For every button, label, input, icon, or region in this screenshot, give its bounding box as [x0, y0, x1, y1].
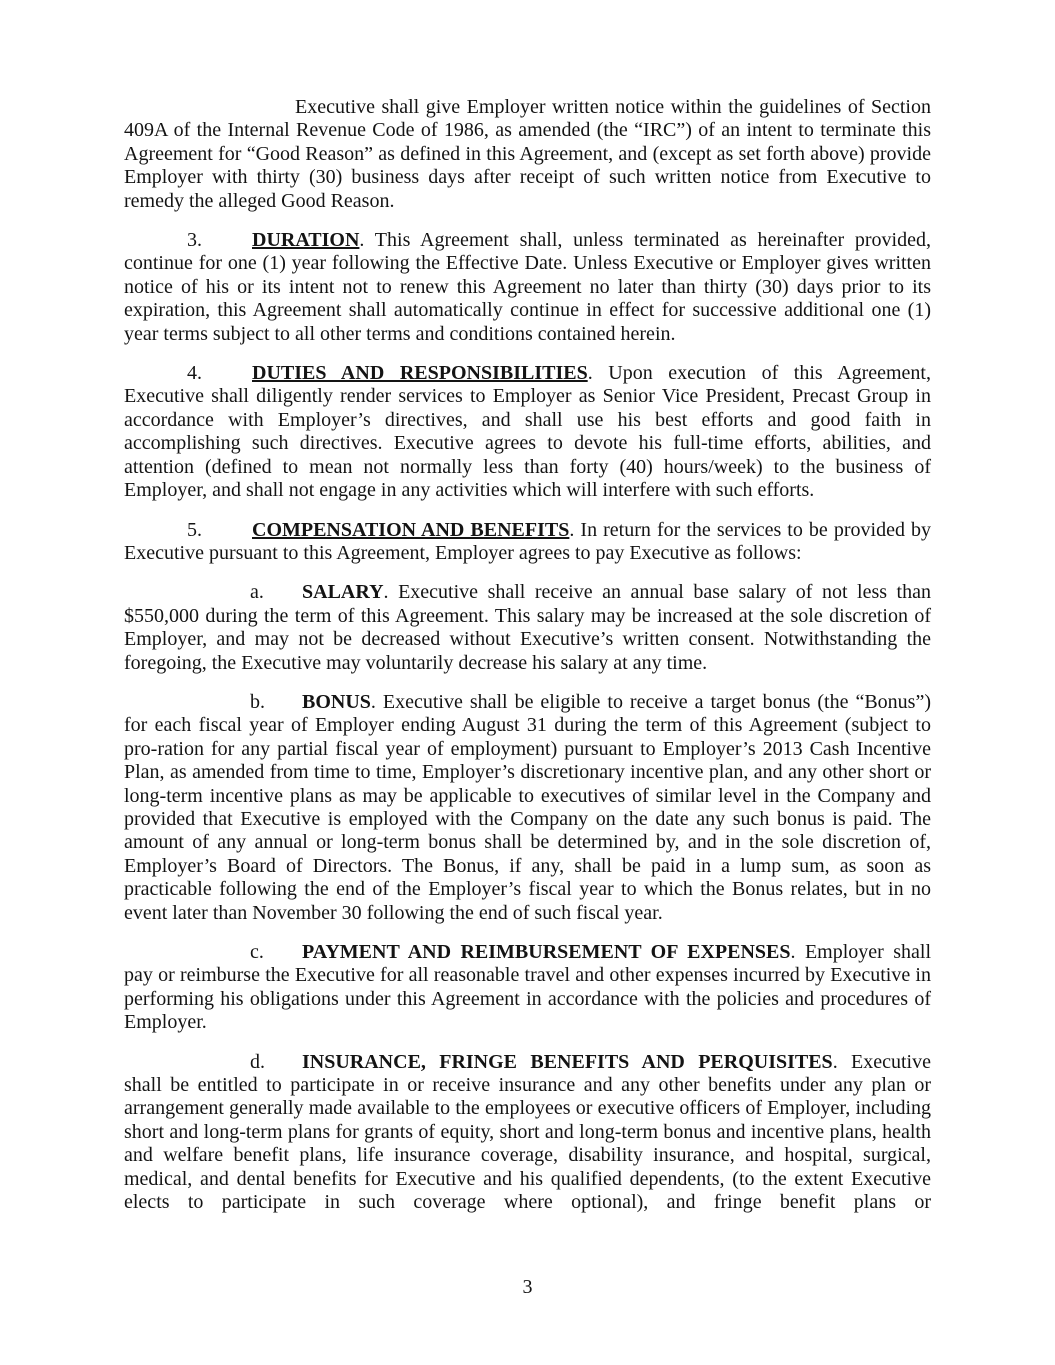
paragraph-text: Executive shall give Employer written notice within the guidelines of Section 409A of the Internal Revenue Code of 1986, as amended (the “IRC”) of an intent to terminate this Agreement for “Good Reason” as defined in this Agreement, and (except as set forth above) provide Employer with thirty (30) business days after receipt of such written notice from Executive to remedy the alleged Good Reason.	[124, 96, 931, 212]
paragraph-text: . Executive shall receive an annual base salary of not less than $550,000 during the term of this Agreement. This salary may be increased at the sole discretion of Employer, and may not be decreased without Executive’s written consent. Notwithstanding the foregoing, the Executive may voluntarily decrease his salary at any time.	[124, 581, 931, 674]
section-number: 5.	[187, 518, 202, 541]
subsection-letter: d.	[250, 1050, 265, 1073]
paragraph-text: . In return for the services to be provided by Executive pursuant to this Agreement, Employer agrees to pay Executive as follows:	[124, 518, 932, 564]
subsection-letter: c.	[250, 941, 264, 963]
section-heading: DUTIES AND RESPONSIBILITIES	[252, 362, 588, 385]
subsection-letter: b.	[250, 690, 265, 713]
paragraph-text: . Executive shall be entitled to participate in or receive insurance and any other benefits under any plan or arrangement generally made available to the employees or executive officers of Employer, including short and long-term plans for grants of equity, short and long-term bonus and incentive plans, health and welfare benefit plans, life insurance coverage, disability insurance, and hospital, surgical, medical, and dental benefits for Executive and his qualified dependents, (to the extent Executive elects to participate in such coverage where optional), and fringe benefit plans or	[124, 1050, 931, 1214]
subsection-heading: BONUS	[302, 690, 371, 713]
subsection-d-insurance-fringe-benefits	[124, 1051, 931, 1215]
paragraph-text: . This Agreement shall, unless terminated as hereinafter provided, continue for one (1) year following the Effective Date. Unless Executive or Employer gives written notice of his or its intent not to renew this Agreement no later than thirty (30) days prior to its expiration, this Agreement shall automatically continue in effect for successive additional one (1) year terms subject to all other terms and conditions contained herein.	[124, 229, 931, 345]
section-number: 3.	[187, 229, 202, 252]
section-heading: COMPENSATION AND BENEFITS	[252, 518, 570, 541]
section-5-compensation-and-benefits	[124, 519, 931, 566]
paragraph-notice-continuation	[124, 96, 931, 213]
subsection-b-bonus	[124, 691, 931, 925]
subsection-c-payment-and-reimbursement	[124, 941, 931, 1035]
subsection-heading: PAYMENT AND REIMBURSEMENT OF EXPENSES	[302, 941, 791, 963]
paragraph-text: . Employer shall pay or reimburse the Executive for all reasonable travel and other expenses incurred by Executive in performing his obligations under this Agreement in accordance with the policies and procedures of Employer.	[124, 941, 931, 1034]
document-body	[124, 96, 931, 1214]
subsection-a-salary	[124, 581, 931, 675]
section-3-duration	[124, 229, 931, 346]
paragraph-text: . Upon execution of this Agreement, Executive shall diligently render services to Employer as Senior Vice President, Precast Group in accordance with Employer’s directives, and shall use his best efforts and good faith in accomplishing such directives. Executive agrees to devote his full-time efforts, abilities, and attention (defined to mean not normally less than forty (40) hours/week) to the business of Employer, and shall not engage in any activities which will interfere with such efforts.	[124, 362, 931, 502]
section-heading: DURATION	[252, 229, 360, 252]
paragraph-text: . Executive shall be eligible to receive a target bonus (the “Bonus”) for each fiscal year of Employer ending August 31 during the term of this Agreement (subject to pro-ration for any partial fiscal year of employment) pursuant to Employer’s 2013 Cash Incentive Plan, as amended from time to time, Employer’s discretionary incentive plan, and any other short or long-term incentive plans as may be applicable to executives of similar level in the Company and provided that Executive is employed with the Company on the date any such bonus is paid. The amount of any annual or long-term bonus shall be determined by, and in the sole discretion of, Employer’s Board of Directors. The Bonus, if any, shall be paid in a lump sum, as soon as practicable following the end of the Employer’s fiscal year to which the Bonus relates, but in no event later than November 30 following the end of such fiscal year.	[124, 690, 931, 924]
section-4-duties-and-responsibilities	[124, 362, 931, 502]
page-number: 3	[522, 1276, 533, 1298]
subsection-letter: a.	[250, 581, 264, 604]
subsection-heading: SALARY	[302, 581, 384, 604]
subsection-heading: INSURANCE, FRINGE BENEFITS AND PERQUISITES	[302, 1050, 833, 1073]
section-number: 4.	[187, 362, 202, 385]
